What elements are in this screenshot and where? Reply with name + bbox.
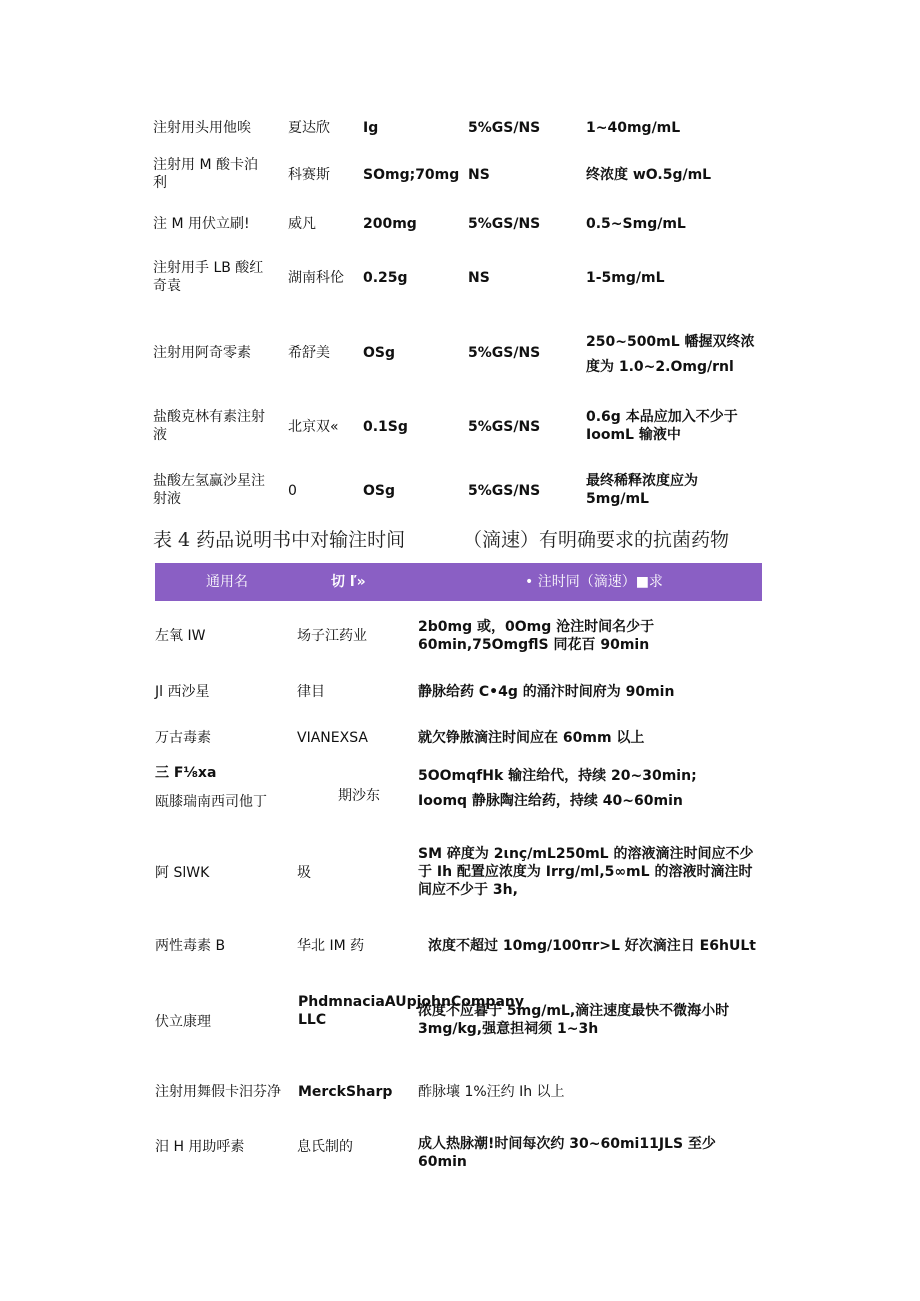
table-4-header [155,563,762,601]
manufacturer: 夏达欣 [288,120,330,136]
caption-part-2: （滴速）有明确要求的抗菌药物 [463,529,730,551]
header-manufacturer: 切 ľ» [331,574,366,590]
infusion-requirement: 静脉给药 C•4g 的涌汴时间府为 90min [418,684,675,700]
header-infusion-requirement: • 注时同（滴速）■求 [525,574,663,590]
header-generic-name: 通用名 [206,574,248,590]
drug-name: 盐酸左氢赢沙星注射液 [153,473,265,507]
infusion-requirement: 成人热脉潮!时间每次约 30~60mi11JLS 至少 60min [418,1136,716,1170]
infusion-requirement: 酢脉壤 1%汪约 Ih 以上 [418,1084,565,1100]
manufacturer: 科赛斯 [288,167,330,183]
drug-name: 盐酸克林有素注射液 [153,409,265,443]
infusion-requirement: 浓度不超过 10mg/100πr>L 好次滴注日 E6hULt [428,938,756,954]
drug-name: 注射用舞假卡汨芬净 [155,1084,281,1100]
specification: 0.1Sg [363,419,408,435]
drug-name: 注 M 用伏立刷! [153,216,250,232]
specification: OSg [363,483,396,499]
solvent: 5%GS/NS [468,419,541,435]
manufacturer: 场子江药业 [297,628,367,644]
manufacturer: 威凡 [288,216,316,232]
solvent: 5%GS/NS [468,483,541,499]
infusion-requirement: SM 碎度为 2ιnç/mL250mL 的溶液滴注时间应不少于 Ih 配置应浓度为 Irrg/ml,5∞mL 的溶液时滴注时间应不少于 3h, [418,846,754,898]
concentration: 0.6g 本品应加入不少于 IoomL 输液中 [586,409,738,443]
solvent: NS [468,270,490,286]
drug-name: 左氧 IW [155,628,206,644]
drug-name: 注射用阿奇零素 [153,345,251,361]
solvent: 5%GS/NS [468,120,541,136]
infusion-requirement: 5OOmqfHk 输注给代，持续 20~30min; Ioomq 静脉陶注给药，持续 40~60min [418,768,697,809]
manufacturer: 湖南科伦 [288,270,344,286]
manufacturer: 希舒美 [288,345,330,361]
drug-name: 伏立康理 [155,1014,211,1030]
manufacturer: 期沙东 [338,788,380,804]
infusion-requirement: 就欠铮脓滴注时间应在 60mm 以上 [418,730,645,746]
concentration: 终浓度 wO.5g/mL [586,167,712,183]
manufacturer: 华北 IM 药 [297,938,365,954]
drug-name: 两性毒素 B [155,938,226,954]
concentration: 250~500mL 幡握双终浓度为 1.0~2.Omg/rnl [586,334,755,375]
drug-name: 注射用头用他唉 [153,120,251,136]
drug-name: Jl 西沙星 [155,684,210,700]
solvent: 5%GS/NS [468,216,541,232]
manufacturer: PhdmnaciaAUpjohnCompany LLC [298,994,524,1028]
specification: Ig [363,120,379,136]
drug-name: 阿 SlWK [155,865,210,881]
specification: OSg [363,345,396,361]
table-4-caption [153,527,763,553]
manufacturer: VIANEXSA [297,730,368,746]
concentration: 最终稀释浓度应为 5mg/mL [586,473,698,507]
drug-name: 万古毒素 [155,730,211,746]
solvent: 5%GS/NS [468,345,541,361]
manufacturer: 0 [288,483,297,499]
concentration: 0.5~Smg/mL [586,216,686,232]
specification: SOmg;70mg [363,167,460,183]
solvent: NS [468,167,490,183]
drug-name: 注射用手 LB 酸红奇袁 [153,260,264,294]
concentration: 1~40mg/mL [586,120,681,136]
manufacturer: 北京双« [288,419,339,435]
concentration: 1-5mg/mL [586,270,665,286]
manufacturer: 圾 [297,865,311,881]
drug-name: 注射用 M 酸卡泊利 [153,157,258,191]
specification: 0.25g [363,270,408,286]
infusion-requirement: 2b0mg 或，0Omg 沧注时间名少于 60min,75OmgflS 同花百 90min [418,619,655,653]
caption-part-1: 表 4 药品说明书中对输注时间 [153,529,406,551]
manufacturer: 息氏制的 [297,1139,353,1155]
infusion-requirement: 浓度不应暮于 5mg/mL,滴注速度最快不微海小时 3mg/kg,强意担祠须 1~3h [418,1003,730,1037]
drug-name-fragment: 三 F⅛xa [155,765,217,781]
drug-name: 汨 H 用助呼素 [155,1139,245,1155]
manufacturer: 律目 [297,684,325,700]
drug-name: 瓯膝瑞南西司他丁 [155,794,267,810]
specification: 200mg [363,216,417,232]
manufacturer: MerckSharp [298,1084,393,1100]
